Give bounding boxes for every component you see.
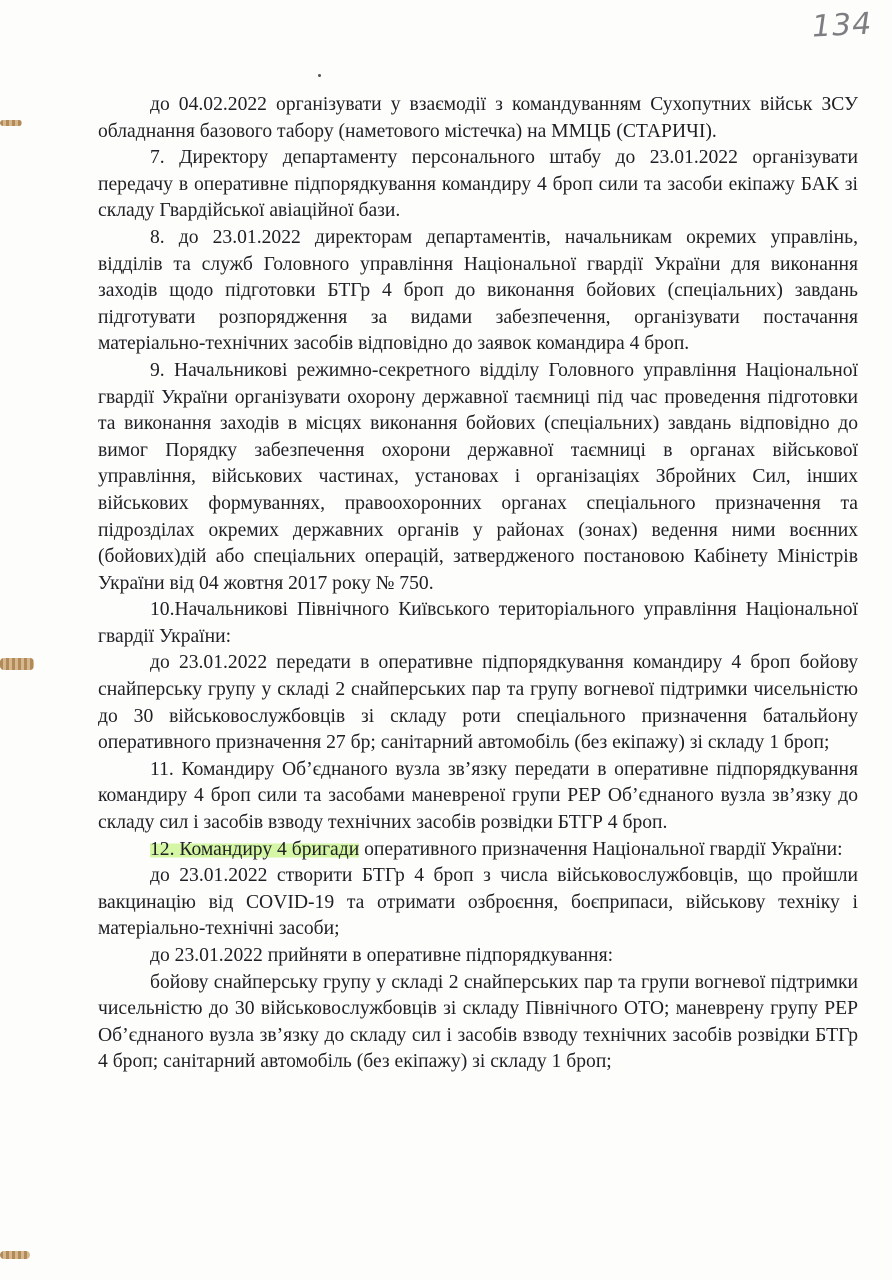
paragraph-12-subitem-1: до 23.01.2022 створити БТГр 4 броп з числа військовослужбовців, що пройшли вакцинацію від COVID-19 та отримати озброєння, боєприпаси, військову техніку і матеріально-технічні засоби; bbox=[98, 865, 858, 940]
paragraph-12-rest: оперативного призначення Національної гвардії України: bbox=[359, 838, 843, 860]
paragraph-12 bbox=[98, 837, 858, 864]
paragraph-6-continuation: до 04.02.2022 організувати у взаємодії з командуванням Сухопутних військ ЗСУ обладнання базового табору (наметового містечка) на ММЦБ (СТАРИЧІ). bbox=[98, 94, 858, 142]
paragraph-8: 8. до 23.01.2022 директорам департаментів, начальникам окремих управлінь, відділів та служб Головного управління Національної гвардії України для виконання заходів щодо підготовки БТГр 4 броп до виконання бойових (спеціальних) завдань підготувати розпорядження за видами забезпечення, організувати постачання матеріально-технічних засобів відповідно до заявок командира 4 броп. bbox=[98, 226, 858, 355]
binding-thread-bottom bbox=[0, 1251, 30, 1259]
document-body bbox=[98, 92, 858, 1076]
highlighted-text: 12. Командиру 4 бригади bbox=[150, 838, 360, 860]
paragraph-9: 9. Начальникові режимно-секретного відділу Головного управління Національної гвардії України організувати охорону державної таємниці під час проведення підготовки та виконання заходів в місцях виконання бойових (спеціальних) завдань відповідно до вимог Порядку забезпечення охорони державної таємниці в органах військової управління, військових частинах, установах і організаціях Збройних Сил, інших військових формуваннях, правоохоронних органах спеціального призначення та підрозділах окремих державних органів у районах (зонах) ведення ними воєнних (бойових)дій або спеціальних операцій, затвердженого постановою Кабінету Міністрів України від 04 жовтня 2017 року № 750. bbox=[98, 359, 858, 594]
paragraph-11: 11. Командиру Об’єднаного вузла зв’язку передати в оперативне підпорядкування командиру 4 броп сили та засобами маневреної групи РЕР Об’єднаного вузла зв’язку до складу сил і засобів взводу технічних засобів розвідки БТГР 4 броп. bbox=[98, 758, 858, 834]
paragraph-12-subitem-3: бойову снайперську групу у складі 2 снайперських пар та групи вогневої підтримки чисельністю до 30 військовослужбовців зі складу Північного ОТО; маневрену групу РЕР Об’єднаного вузла зв’язку до складу сил і засобів взводу технічних засобів розвідки БТГр 4 броп; санітарний автомобіль (без екіпажу) зі складу 1 броп; bbox=[98, 971, 858, 1073]
paragraph-12-subitem-2: до 23.01.2022 прийняти в оперативне підпорядкування: bbox=[150, 945, 614, 966]
ink-speck bbox=[318, 74, 321, 77]
paragraph-10: 10.Начальникові Північного Київського територіального управління Національної гвардії України: bbox=[98, 599, 858, 647]
handwritten-page-number: 134 bbox=[811, 6, 874, 45]
paragraph-10-subitem: до 23.01.2022 передати в оперативне підпорядкування командиру 4 броп бойову снайперську групу у складі 2 снайперських пар та групу вогневої підтримки чисельністю до 30 військовослужбовців зі складу роти спеціального призначення батальйону оперативного призначення 27 бр; санітарний автомобіль (без екіпажу) зі складу 1 броп; bbox=[98, 652, 858, 754]
binding-thread-middle bbox=[0, 658, 34, 670]
paragraph-7: 7. Директору департаменту персонального штабу до 23.01.2022 організувати передачу в оперативне підпорядкування командиру 4 броп сили та засоби екіпажу БАК зі складу Гвардійської авіаційної бази. bbox=[98, 147, 858, 222]
binding-thread-top bbox=[0, 120, 22, 126]
